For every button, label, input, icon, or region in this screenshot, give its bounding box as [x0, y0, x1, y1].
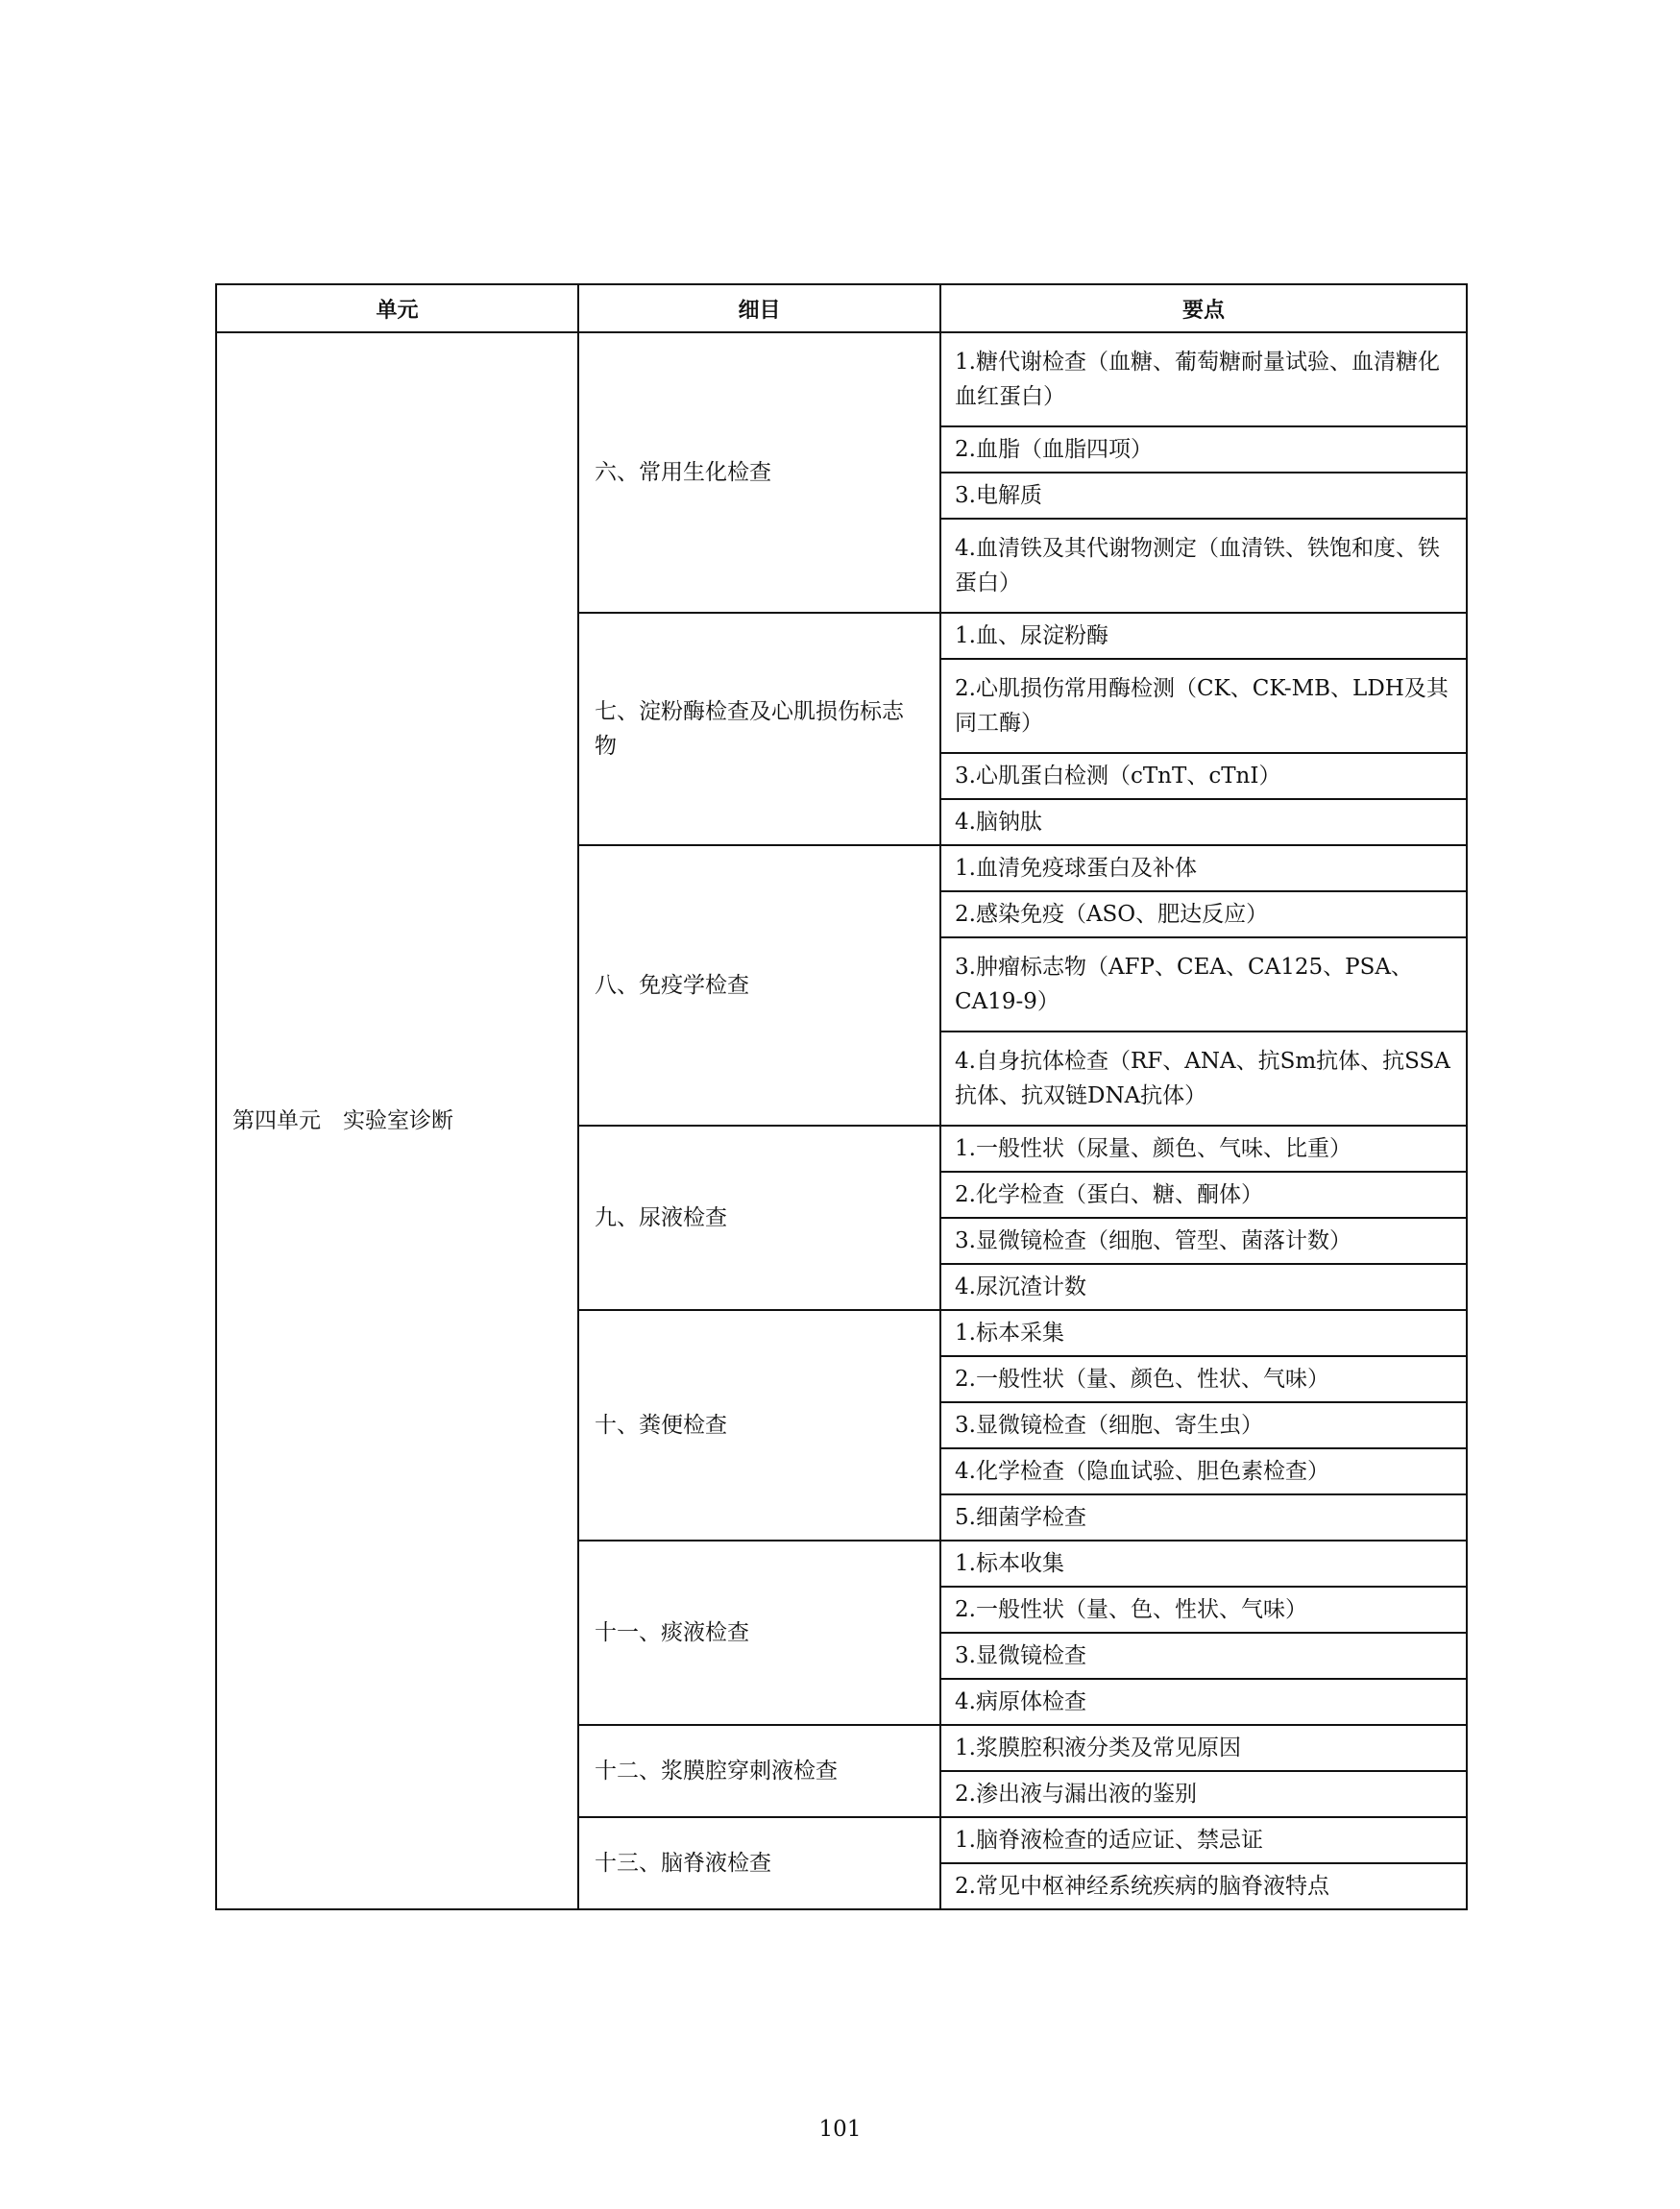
point-cell: 1.脑脊液检查的适应证、禁忌证: [940, 1817, 1467, 1863]
point-cell: 2.一般性状（量、色、性状、气味）: [940, 1587, 1467, 1633]
item-cell: 八、免疫学检查: [578, 845, 940, 1126]
unit-cell: 第四单元 实验室诊断: [216, 332, 578, 1909]
header-point: 要点: [940, 284, 1467, 332]
point-cell: 4.血清铁及其代谢物测定（血清铁、铁饱和度、铁蛋白）: [940, 519, 1467, 613]
item-cell: 七、淀粉酶检查及心肌损伤标志物: [578, 613, 940, 845]
page-number: 101: [818, 2117, 862, 2142]
point-cell: 3.显微镜检查（细胞、寄生虫）: [940, 1402, 1467, 1448]
point-cell: 1.糖代谢检查（血糖、葡萄糖耐量试验、血清糖化血红蛋白）: [940, 332, 1467, 426]
point-cell: 2.渗出液与漏出液的鉴别: [940, 1771, 1467, 1817]
table-body: [216, 332, 1467, 1909]
syllabus-table: [215, 283, 1468, 1910]
point-cell: 5.细菌学检查: [940, 1494, 1467, 1541]
header-unit: 单元: [216, 284, 578, 332]
point-cell: 3.心肌蛋白检测（cTnT、cTnI）: [940, 753, 1467, 799]
item-cell: 九、尿液检查: [578, 1126, 940, 1310]
point-cell: 1.浆膜腔积液分类及常见原因: [940, 1725, 1467, 1771]
item-cell: 六、常用生化检查: [578, 332, 940, 613]
point-cell: 3.显微镜检查: [940, 1633, 1467, 1679]
item-cell: 十、粪便检查: [578, 1310, 940, 1541]
item-cell: 十二、浆膜腔穿刺液检查: [578, 1725, 940, 1817]
point-cell: 1.标本收集: [940, 1541, 1467, 1587]
point-cell: 3.肿瘤标志物（AFP、CEA、CA125、PSA、CA19-9）: [940, 937, 1467, 1032]
point-cell: 2.血脂（血脂四项）: [940, 426, 1467, 473]
point-cell: 4.尿沉渣计数: [940, 1264, 1467, 1310]
point-cell: 1.一般性状（尿量、颜色、气味、比重）: [940, 1126, 1467, 1172]
point-cell: 1.标本采集: [940, 1310, 1467, 1356]
item-cell: 十三、脑脊液检查: [578, 1817, 940, 1909]
point-cell: 2.心肌损伤常用酶检测（CK、CK-MB、LDH及其同工酶）: [940, 659, 1467, 753]
point-cell: 4.脑钠肽: [940, 799, 1467, 845]
point-cell: 2.化学检查（蛋白、糖、酮体）: [940, 1172, 1467, 1218]
header-item: 细目: [578, 284, 940, 332]
item-cell: 十一、痰液检查: [578, 1541, 940, 1725]
point-cell: 2.常见中枢神经系统疾病的脑脊液特点: [940, 1863, 1467, 1909]
point-cell: 2.感染免疫（ASO、肥达反应）: [940, 891, 1467, 937]
table-header-row: [216, 284, 1467, 332]
point-cell: 3.显微镜检查（细胞、管型、菌落计数）: [940, 1218, 1467, 1264]
table-row: [216, 332, 1467, 426]
point-cell: 4.自身抗体检查（RF、ANA、抗Sm抗体、抗SSA抗体、抗双链DNA抗体）: [940, 1032, 1467, 1126]
point-cell: 4.化学检查（隐血试验、胆色素检查）: [940, 1448, 1467, 1494]
point-cell: 2.一般性状（量、颜色、性状、气味）: [940, 1356, 1467, 1402]
point-cell: 1.血清免疫球蛋白及补体: [940, 845, 1467, 891]
point-cell: 1.血、尿淀粉酶: [940, 613, 1467, 659]
point-cell: 4.病原体检查: [940, 1679, 1467, 1725]
point-cell: 3.电解质: [940, 473, 1467, 519]
